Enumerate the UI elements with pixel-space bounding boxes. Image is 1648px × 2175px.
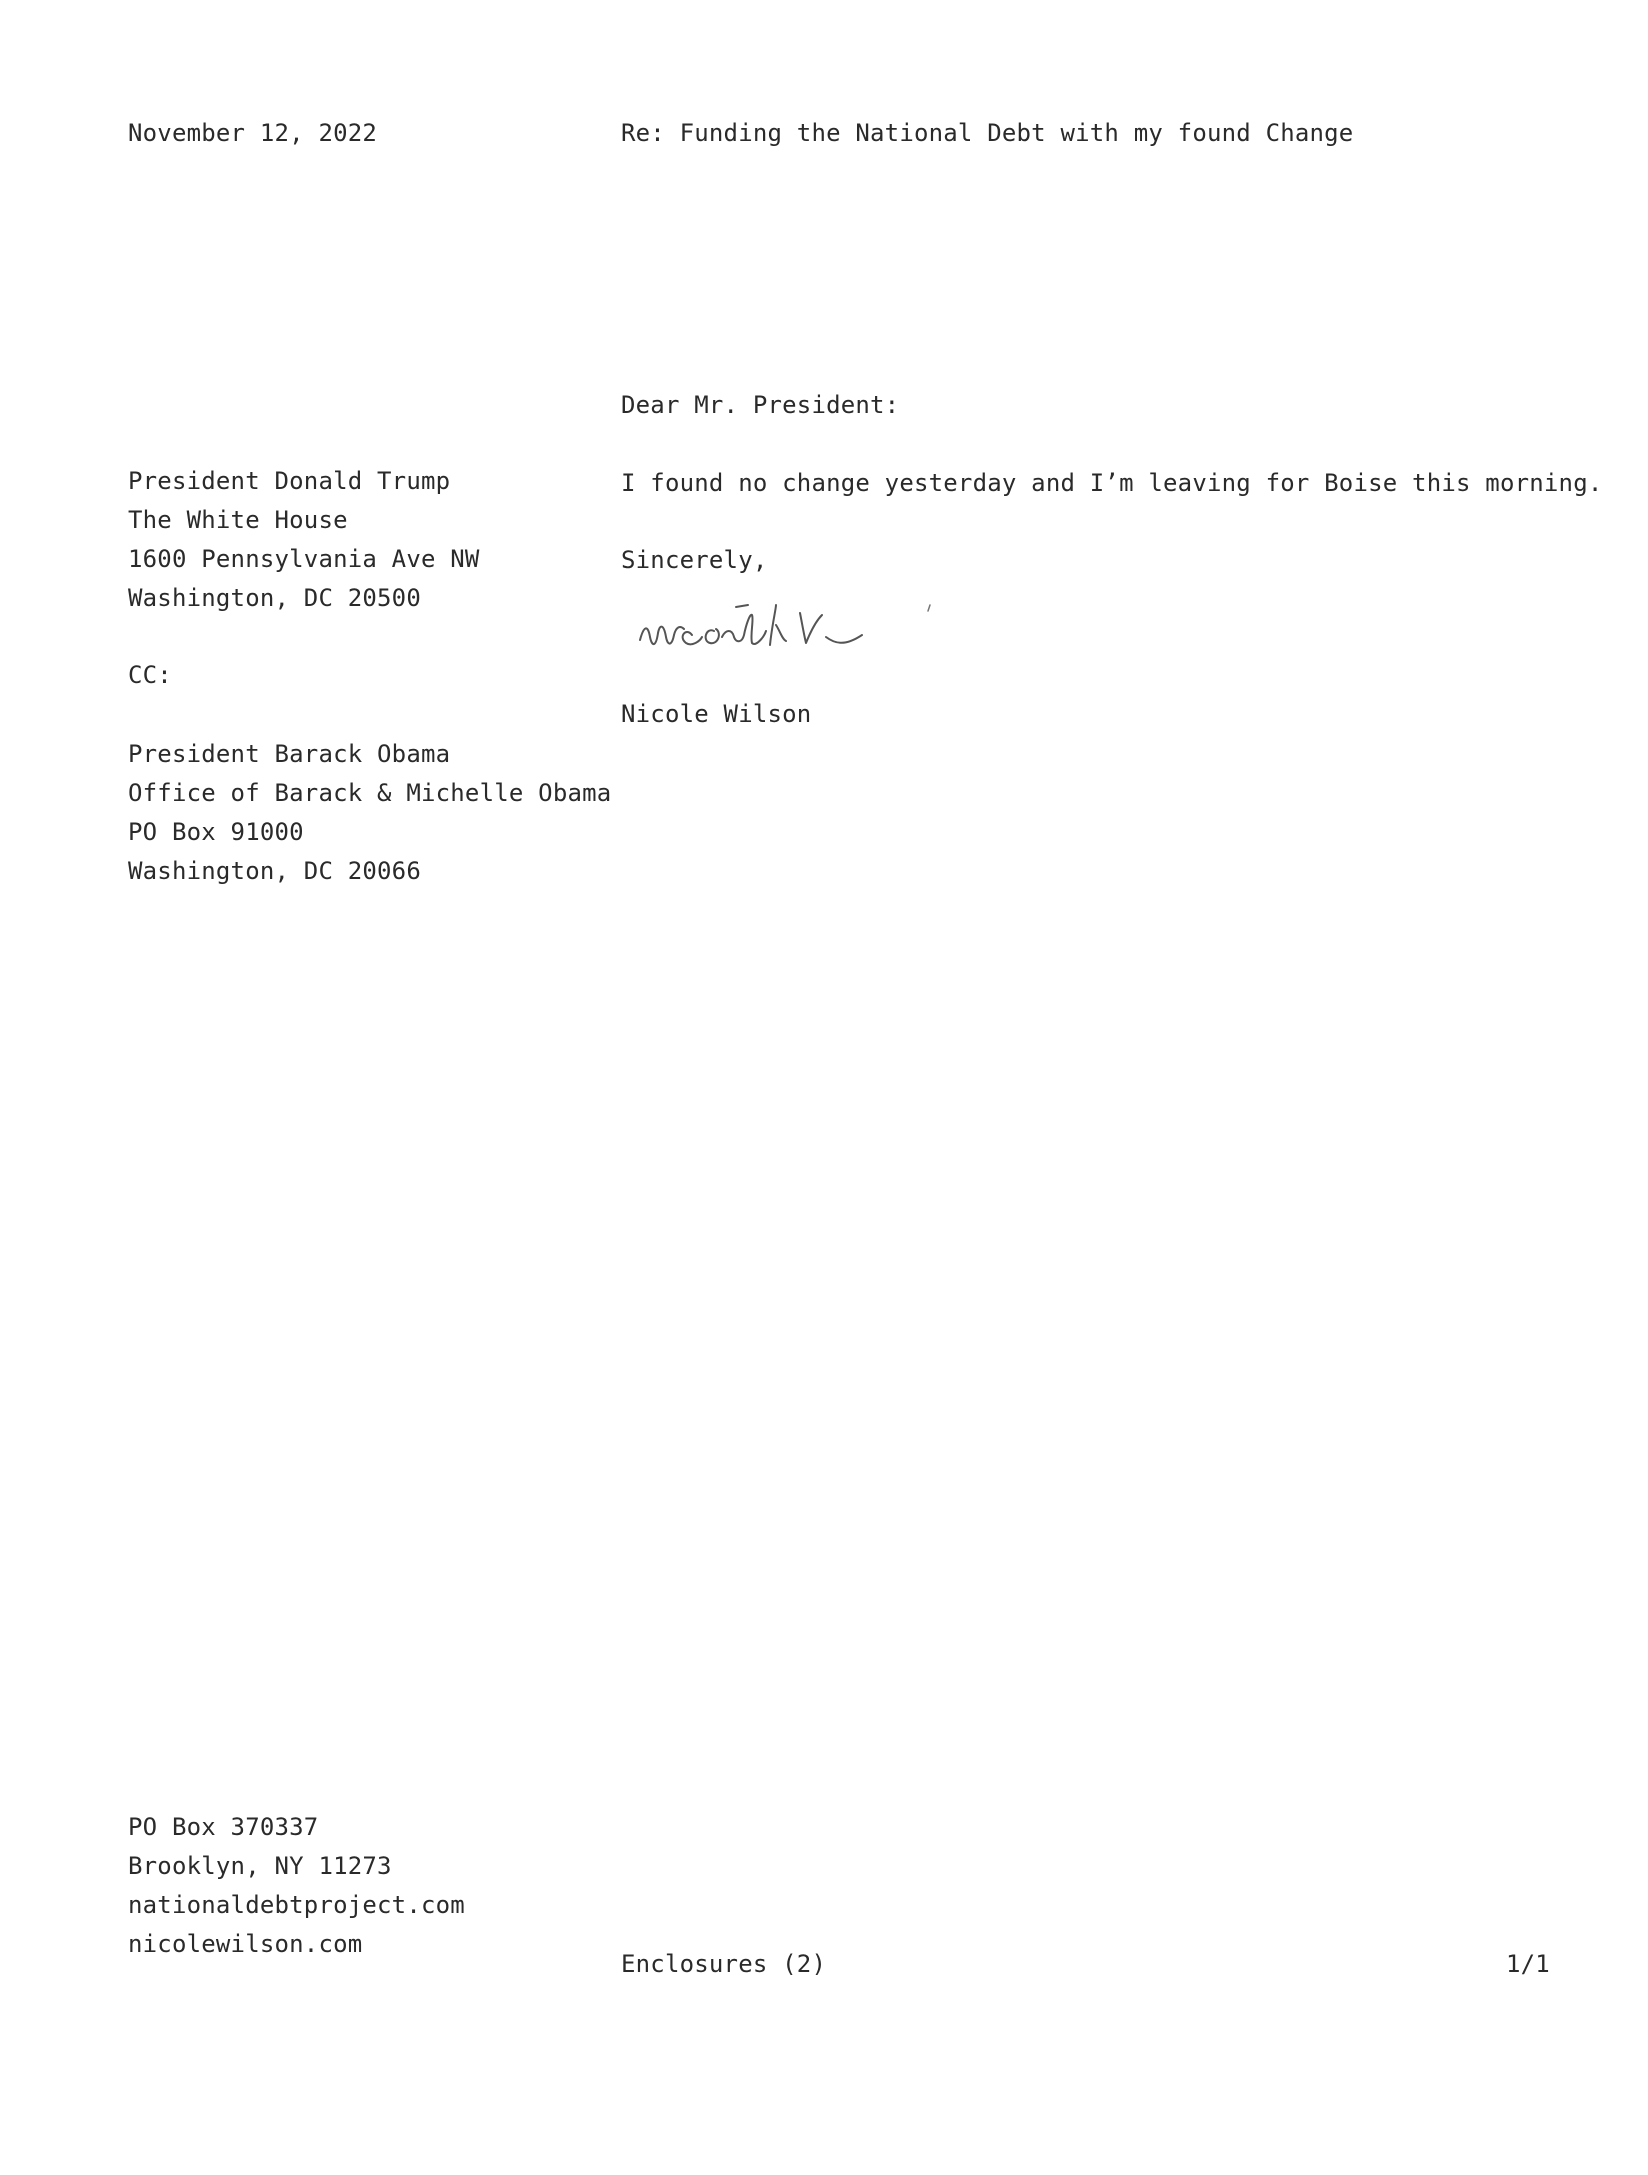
closing: Sincerely,	[621, 546, 768, 574]
cc-po-box: PO Box 91000	[128, 818, 304, 846]
cc-name: President Barack Obama	[128, 740, 451, 768]
salutation: Dear Mr. President:	[621, 391, 900, 419]
sender-address	[128, 1808, 465, 1964]
letter-body: I found no change yesterday and I’m leaving for Boise this morning.	[621, 469, 1603, 497]
sender-po-box: PO Box 370337	[128, 1813, 319, 1841]
cc-organization: Office of Barack & Michelle Obama	[128, 779, 612, 807]
signature-icon	[630, 585, 950, 665]
signer-name: Nicole Wilson	[621, 700, 812, 728]
recipient-organization: The White House	[128, 506, 348, 534]
enclosures-note: Enclosures (2)	[621, 1950, 827, 1978]
recipient-address	[128, 462, 480, 618]
page-number: 1/1	[1506, 1950, 1550, 1978]
cc-address	[128, 735, 611, 891]
sender-website-project: nationaldebtproject.com	[128, 1891, 465, 1919]
sender-city: Brooklyn, NY 11273	[128, 1852, 392, 1880]
recipient-city: Washington, DC 20500	[128, 584, 421, 612]
recipient-name: President Donald Trump	[128, 467, 451, 495]
cc-city: Washington, DC 20066	[128, 857, 421, 885]
cc-label: CC:	[128, 661, 172, 689]
handwritten-signature	[630, 585, 950, 665]
sender-website-personal: nicolewilson.com	[128, 1930, 363, 1958]
letter-date: November 12, 2022	[128, 119, 378, 147]
recipient-street: 1600 Pennsylvania Ave NW	[128, 545, 480, 573]
letter-subject: Re: Funding the National Debt with my found Change	[621, 119, 1354, 147]
